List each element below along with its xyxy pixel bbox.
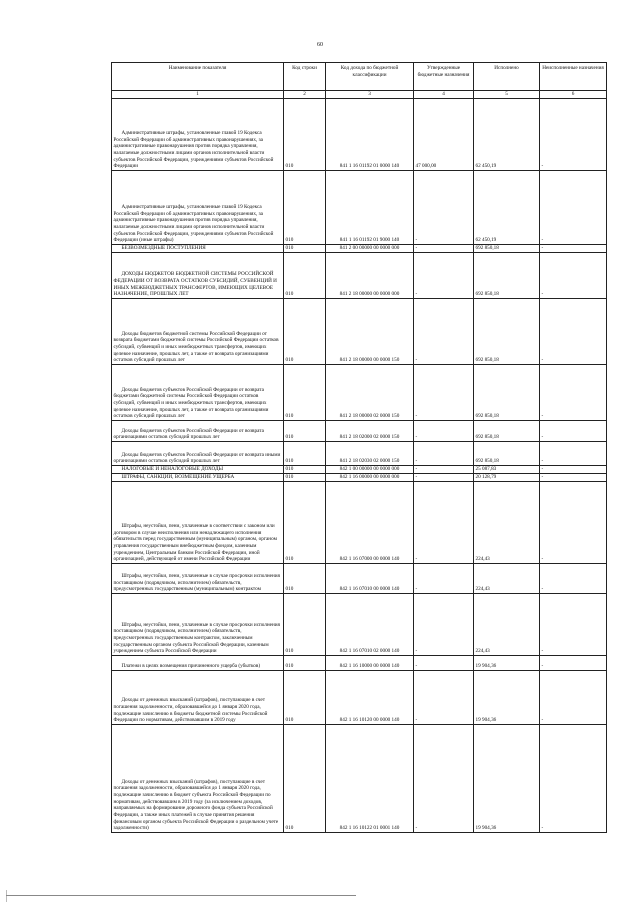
column-number: 5 — [474, 91, 540, 99]
row-approved-cell: - — [414, 171, 474, 245]
row-executed-cell: 62 450,19 — [474, 99, 540, 171]
row-executed-cell: 25 087,83 — [474, 466, 540, 474]
row-unexecuted-cell: - — [540, 99, 607, 171]
table-row — [112, 245, 607, 253]
row-unexecuted-cell: - — [540, 421, 607, 442]
row-executed-cell: 62 450,19 — [474, 171, 540, 245]
table-row — [112, 421, 607, 442]
row-executed-cell: 19 904,36 — [474, 671, 540, 725]
row-unexecuted-cell: - — [540, 594, 607, 656]
column-number: 6 — [540, 91, 607, 99]
row-unexecuted-cell: - — [540, 245, 607, 253]
row-approved-cell: - — [414, 299, 474, 365]
row-approved-cell: - — [414, 365, 474, 421]
row-line-code-cell: 010 — [284, 245, 326, 253]
row-kbk-cell: 841 2 00 00000 00 0000 000 — [326, 245, 414, 253]
table-row — [112, 594, 607, 656]
row-approved-cell: - — [414, 725, 474, 833]
row-unexecuted-cell: - — [540, 671, 607, 725]
row-executed-cell: 692 850,18 — [474, 442, 540, 466]
table-row — [112, 725, 607, 833]
row-line-code-cell: 010 — [284, 564, 326, 594]
column-number-row — [112, 91, 607, 99]
row-approved-cell: - — [414, 253, 474, 299]
header-row — [112, 63, 607, 91]
row-unexecuted-cell: - — [540, 656, 607, 671]
row-line-code-cell: 010 — [284, 482, 326, 564]
row-executed-cell: 692 850,18 — [474, 245, 540, 253]
row-unexecuted-cell: - — [540, 365, 607, 421]
row-executed-cell: 692 850,18 — [474, 299, 540, 365]
row-line-code-cell: 010 — [284, 421, 326, 442]
row-approved-cell: - — [414, 671, 474, 725]
row-name-cell: ДОХОДЫ БЮДЖЕТОВ БЮДЖЕТНОЙ СИСТЕМЫ РОССИЙСКОЙ ФЕДЕРАЦИИ ОТ ВОЗВРАТА ОСТАТКОВ СУБСИДИЙ, СУБВЕНЦИЙ И ИНЫХ МЕЖБЮДЖЕТНЫХ ТРАНСФЕРТОВ, ИМЕЮЩИХ ЦЕЛЕВОЕ НАЗНАЧЕНИЕ, ПРОШЛЫХ ЛЕТ — [112, 253, 284, 299]
row-unexecuted-cell: - — [540, 299, 607, 365]
row-executed-cell: 19 904,36 — [474, 725, 540, 833]
row-name-cell: Штрафы, неустойки, пени, уплаченные в соответствии с законом или договором в случае неисполнения или ненадлежащего исполнения обязательств перед государственным (муниципальным) органом, органом управления государственным внебюджетным фондом, казенным учреждением, Центральным банком Российской Федерации, иной организацией, действующей от имени Российской Федерации — [112, 482, 284, 564]
row-executed-cell: 224,43 — [474, 594, 540, 656]
row-line-code-cell: 010 — [284, 594, 326, 656]
col-header-line-code: Код строки — [284, 63, 326, 91]
row-kbk-cell: 841 2 18 00000 00 0000 150 — [326, 299, 414, 365]
row-line-code-cell: 010 — [284, 253, 326, 299]
row-name-cell: НАЛОГОВЫЕ И НЕНАЛОГОВЫЕ ДОХОДЫ — [112, 466, 284, 474]
row-name-cell: Штрафы, неустойки, пени, уплаченные в случае просрочки исполнения поставщиком (подрядчиком, исполнителем) обязательств, предусмотренных государственным (муниципальным) контрактом — [112, 564, 284, 594]
row-name-cell: Доходы бюджетов бюджетной системы Российской Федерации от возврата бюджетами бюджетной системы Российской Федерации остатков субсидий, субвенций и иных межбюджетных трансфертов, имеющих целевое назначение, прошлых лет, а также от возврата организациями остатков субсидий прошлых лет — [112, 299, 284, 365]
row-name-cell: ШТРАФЫ, САНКЦИИ, ВОЗМЕЩЕНИЕ УЩЕРБА — [112, 474, 284, 482]
row-name-cell: БЕЗВОЗМЕЗДНЫЕ ПОСТУПЛЕНИЯ — [112, 245, 284, 253]
row-kbk-cell: 842 1 16 07000 00 0000 140 — [326, 482, 414, 564]
row-name-cell: Доходы от денежных взысканий (штрафов), поступающие в счет погашения задолженности, образовавшейся до 1 января 2020 года, подлежащие зачислению в бюджет субъекта Российской Федерации по нормативам, действовавшим в 2019 году (за исключением доходов, направляемых на формирование дорожного фонда субъекта Российской Федерации, а также иных платежей в случае принятия решения финансовым органом субъекта Российской Федерации о раздельном учете задолженности) — [112, 725, 284, 833]
row-kbk-cell: 842 1 16 07010 02 0000 140 — [326, 594, 414, 656]
row-executed-cell: 224,43 — [474, 482, 540, 564]
table-row — [112, 671, 607, 725]
table-row — [112, 474, 607, 482]
row-kbk-cell: 842 1 16 10122 01 0001 140 — [326, 725, 414, 833]
column-number: 1 — [112, 91, 284, 99]
row-unexecuted-cell: - — [540, 442, 607, 466]
column-number: 4 — [414, 91, 474, 99]
table-row — [112, 299, 607, 365]
row-name-cell: Доходы от денежных взысканий (штрафов), поступающие в счет погашения задолженности, образовавшейся до 1 января 2020 года, подлежащие зачислению в бюджеты бюджетной системы Российской Федерации по нормативам, действовавшим в 2019 году — [112, 671, 284, 725]
row-kbk-cell: 842 1 00 00000 00 0000 000 — [326, 466, 414, 474]
col-header-executed: Исполнено — [474, 63, 540, 91]
row-name-cell: Доходы бюджетов субъектов Российской Федерации от возврата бюджетами бюджетной системы Российской Федерации остатков субсидий, субвенций и иных межбюджетных трансфертов, имеющих целевое назначение, прошлых лет, а также от возврата организациями остатков субсидий прошлых лет — [112, 365, 284, 421]
row-line-code-cell: 010 — [284, 171, 326, 245]
revenue-execution-table — [111, 62, 607, 833]
scan-edge-mark — [6, 890, 7, 902]
row-line-code-cell: 010 — [284, 725, 326, 833]
row-unexecuted-cell: - — [540, 474, 607, 482]
row-unexecuted-cell: - — [540, 466, 607, 474]
row-executed-cell: 692 850,18 — [474, 421, 540, 442]
row-kbk-cell: 842 1 16 07010 00 0000 140 — [326, 564, 414, 594]
row-executed-cell: 19 904,36 — [474, 656, 540, 671]
row-line-code-cell: 010 — [284, 299, 326, 365]
row-approved-cell: 47 000,00 — [414, 99, 474, 171]
row-name-cell: Административные штрафы, установленные главой 19 Кодекса Российской Федерации об административных правонарушениях, за административные правонарушения против порядка управления, налагаемые должностными лицами органов исполнительной власти субъектов Российской Федерации, учреждениями субъектов Российской Федерации — [112, 99, 284, 171]
table-row — [112, 656, 607, 671]
row-approved-cell: - — [414, 245, 474, 253]
table-row — [112, 442, 607, 466]
row-line-code-cell: 010 — [284, 656, 326, 671]
row-name-cell: Административные штрафы, установленные главой 19 Кодекса Российской Федерации об административных правонарушениях, за административные правонарушения против порядка управления, налагаемые должностными лицами органов исполнительной власти субъектов Российской Федерации, учреждениями субъектов Российской Федерации (иные штрафы) — [112, 171, 284, 245]
row-approved-cell: - — [414, 482, 474, 564]
table-row — [112, 365, 607, 421]
row-kbk-cell: 842 1 16 00000 00 0000 000 — [326, 474, 414, 482]
row-name-cell: Платежи в целях возмещения причиненного ущерба (убытков) — [112, 656, 284, 671]
row-executed-cell: 224,43 — [474, 564, 540, 594]
row-unexecuted-cell: - — [540, 725, 607, 833]
table-body — [112, 99, 607, 833]
row-unexecuted-cell: - — [540, 482, 607, 564]
column-number: 3 — [326, 91, 414, 99]
row-name-cell: Штрафы, неустойки, пени, уплаченные в случае просрочки исполнения поставщиком (подрядчиком, исполнителем) обязательств, предусмотренных государственным контрактом, заключенным государственным органом субъекта Российской Федерации, казенным учреждением субъекта Российской Федерации — [112, 594, 284, 656]
row-line-code-cell: 010 — [284, 671, 326, 725]
row-line-code-cell: 010 — [284, 365, 326, 421]
col-header-unexecuted: Неисполненные назначения — [540, 63, 607, 91]
page-number: 60 — [317, 42, 323, 48]
table-row — [112, 564, 607, 594]
row-unexecuted-cell: - — [540, 171, 607, 245]
row-unexecuted-cell: - — [540, 253, 607, 299]
row-approved-cell: - — [414, 594, 474, 656]
footer-rule — [6, 895, 356, 896]
row-approved-cell: - — [414, 421, 474, 442]
col-header-approved: Утвержденные бюджетные назначения — [414, 63, 474, 91]
col-header-kbk: Код дохода по бюджетной классификации — [326, 63, 414, 91]
row-kbk-cell: 841 1 16 01192 01 0000 140 — [326, 99, 414, 171]
table-row — [112, 482, 607, 564]
table-row — [112, 171, 607, 245]
table-row — [112, 99, 607, 171]
row-approved-cell: - — [414, 656, 474, 671]
row-name-cell: Доходы бюджетов субъектов Российской Федерации от возврата организациями остатков субсидий прошлых лет — [112, 421, 284, 442]
row-executed-cell: 692 850,18 — [474, 365, 540, 421]
table-row — [112, 253, 607, 299]
row-kbk-cell: 842 1 16 10120 00 0000 140 — [326, 671, 414, 725]
row-kbk-cell: 841 2 18 00000 02 0000 150 — [326, 365, 414, 421]
row-approved-cell: - — [414, 442, 474, 466]
row-unexecuted-cell: - — [540, 564, 607, 594]
row-line-code-cell: 010 — [284, 466, 326, 474]
row-name-cell: Доходы бюджетов субъектов Российской Федерации от возврата иными организациями остатков субсидий прошлых лет — [112, 442, 284, 466]
row-kbk-cell: 841 1 16 01192 01 9000 140 — [326, 171, 414, 245]
row-kbk-cell: 841 2 18 02000 02 0000 150 — [326, 421, 414, 442]
row-executed-cell: 20 128,79 — [474, 474, 540, 482]
row-approved-cell: - — [414, 564, 474, 594]
row-kbk-cell: 841 2 18 00000 00 0000 000 — [326, 253, 414, 299]
row-line-code-cell: 010 — [284, 474, 326, 482]
row-kbk-cell: 842 1 16 10000 00 0000 140 — [326, 656, 414, 671]
row-executed-cell: 692 850,18 — [474, 253, 540, 299]
column-number: 2 — [284, 91, 326, 99]
row-line-code-cell: 010 — [284, 99, 326, 171]
table-row — [112, 466, 607, 474]
row-approved-cell: - — [414, 474, 474, 482]
col-header-name: Наименование показателя — [112, 63, 284, 91]
row-line-code-cell: 010 — [284, 442, 326, 466]
row-kbk-cell: 841 2 18 02030 02 0000 150 — [326, 442, 414, 466]
row-approved-cell: - — [414, 466, 474, 474]
